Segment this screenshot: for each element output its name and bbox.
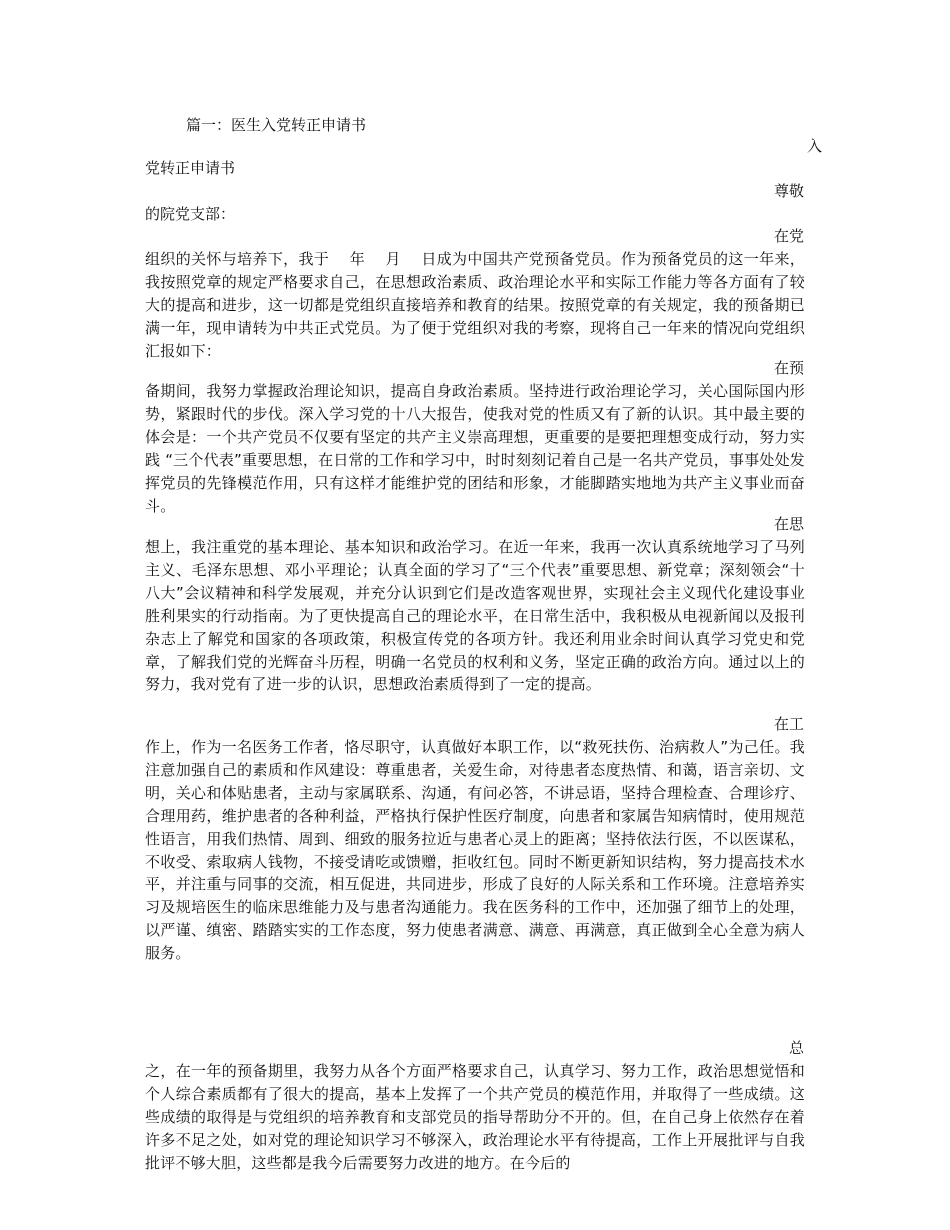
- salutation-fragment-right: 尊敬: [773, 182, 804, 200]
- document-heading: 篇一：医生入党转正申请书: [186, 116, 367, 134]
- title-fragment-right: 入: [806, 137, 822, 155]
- document-title-line: 党转正申请书: [145, 159, 236, 177]
- paragraph-3-lead: 在思: [773, 515, 804, 533]
- paragraph-1-body: 组织的关怀与培养下，我于 年 月 日成为中国共产党预备党员。作为预备党员的这一年来，我按照党章的规定严格要求自己，在思想政治素质、政治理论水平和实际工作能力等各方面有了较大的提高和进步，这一切都是党组织直接培养和教育的结果。按照党章的有关规定，我的预备期已满一年，现申请转为中共正式党员。为了便于党组织对我的考察，现将自己一年来的情况向党组织汇报如下：: [145, 250, 805, 360]
- paragraph-5-body: 之，在一年的预备期里，我努力从各个方面严格要求自己，认真学习、努力工作，政治思想觉悟和个人综合素质都有了很大的提高，基本上发挥了一个共产党员的模范作用，并取得了一些成绩。这些成绩的取得是与党组织的培养教育和支部党员的指导帮助分不开的。但，在自己身上依然存在着许多不足之处，如对党的理论知识学习不够深入，政治理论水平有待提高，工作上开展批评与自我批评不够大胆，这些都是我今后需要努力改进的地方。在今后的: [145, 1062, 805, 1172]
- paragraph-3-body: 想上，我注重党的基本理论、基本知识和政治学习。在近一年来，我再一次认真系统地学习了马列主义、毛泽东思想、邓小平理论；认真全面的学习了“三个代表”重要思想、新党章；深刻领会“十八大”会议精神和科学发展观，并充分认识到它们是改造客观世界，实现社会主义现代化建设事业胜利果实的行动指南。为了更快提高自己的理论水平，在日常生活中，我积极从电视新闻以及报刊杂志上了解党和国家的各项政策，积极宣传党的各项方针。我还利用业余时间认真学习党史和党章，了解我们党的光辉奋斗历程，明确一名党员的权利和义务，坚定正确的政治方向。通过以上的努力，我对党有了进一步的认识，思想政治素质得到了一定的提高。: [145, 538, 805, 694]
- paragraph-5-lead: 总: [788, 1039, 804, 1057]
- paragraph-4-lead: 在工: [773, 715, 804, 733]
- paragraph-2-body: 备期间，我努力掌握政治理论知识，提高自身政治素质。坚持进行政治理论学习，关心国际国内形势，紧跟时代的步伐。深入学习党的十八大报告，使我对党的性质又有了新的认识。其中最主要的体会是：一个共产党员不仅要有坚定的共产主义崇高理想，更重要的是要把理想变成行动，努力实践 “三个代表”重要思想，在日常的工作和学习中，时时刻刻记着自己是一名共产党员，事事处处发挥党员的先锋模范作用，只有这样才能维护党的团结和形象，才能脚踏实地地为共产主义事业而奋斗。: [145, 382, 805, 515]
- paragraph-2-lead: 在预: [773, 359, 804, 377]
- paragraph-4-body: 作上，作为一名医务工作者，恪尽职守，认真做好本职工作，以“救死扶伤、治病救人”为己任。我注意加强自己的素质和作风建设：尊重患者，关爱生命，对待患者态度热情、和蔼，语言亲切、文明，关心和体贴患者，主动与家属联系、沟通，有问必答，不讲忌语，坚持合理检查、合理诊疗、合理用药，维护患者的各种利益，严格执行保护性医疗制度，向患者和家属告知病情时，使用规范性语言，用我们热情、周到、细致的服务拉近与患者心灵上的距离；坚持依法行医，不以医谋私，不收受、索取病人钱物，不接受请吃或馈赠，拒收红包。同时不断更新知识结构，努力提高技术水平，并注重与同事的交流，相互促进，共同进步，形成了良好的人际关系和工作环境。注意培养实习及规培医生的临床思维能力及与患者沟通能力。我在医务科的工作中，还加强了细节上的处理，以严谨、缜密、踏踏实实的工作态度，努力使患者满意、满意、再满意，真正做到全心全意为病人服务。: [145, 738, 805, 963]
- salutation-line: 的院党支部：: [145, 205, 236, 223]
- paragraph-1-lead: 在党: [773, 227, 804, 245]
